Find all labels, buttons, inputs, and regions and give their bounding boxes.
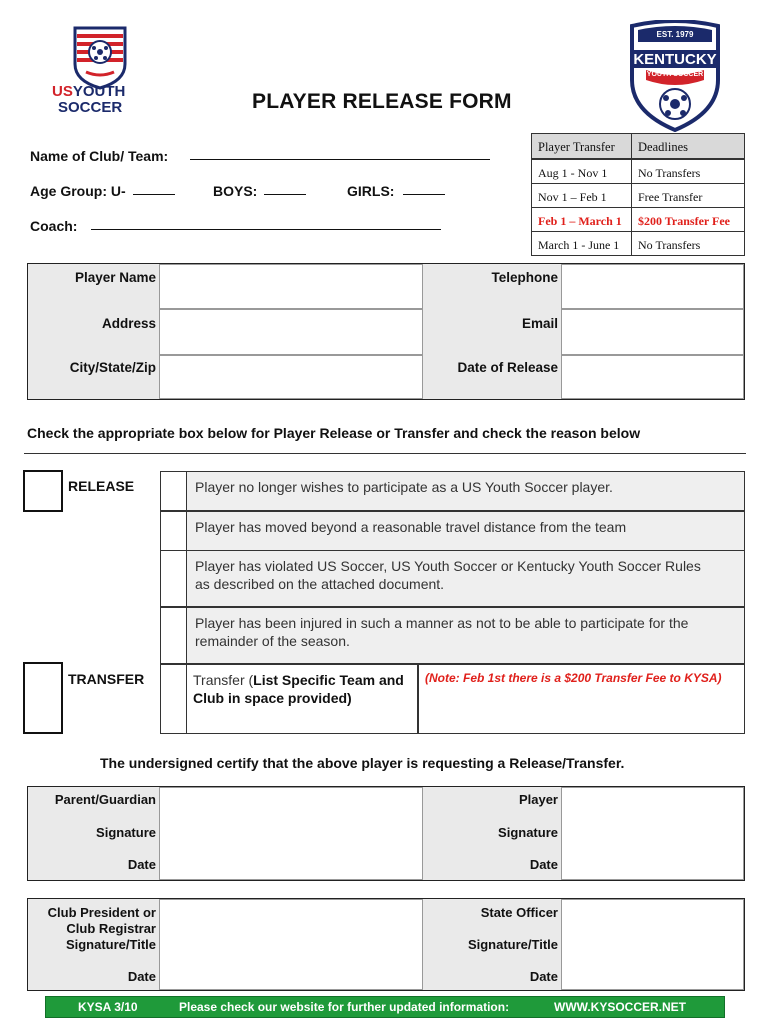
deadline-row-rule: No Transfers bbox=[631, 159, 745, 184]
signature-section-club-state bbox=[27, 898, 745, 991]
girls-field[interactable] bbox=[403, 194, 445, 195]
girls-label: GIRLS: bbox=[347, 183, 395, 199]
telephone-label: Telephone bbox=[491, 270, 558, 285]
transfer-label: TRANSFER bbox=[68, 671, 145, 687]
footer-bar bbox=[45, 996, 725, 1018]
footer-form-code: KYSA 3/10 bbox=[78, 1000, 138, 1014]
reason-checkbox[interactable] bbox=[160, 471, 187, 511]
player-signature-field[interactable] bbox=[561, 787, 744, 880]
transfer-text: Transfer ( bbox=[193, 672, 254, 688]
ky-logo-name: KENTUCKY bbox=[633, 51, 717, 68]
deadline-row-rule-highlight: $200 Transfer Fee bbox=[631, 207, 745, 232]
telephone-field[interactable] bbox=[561, 264, 744, 309]
club-president-label bbox=[28, 905, 156, 953]
certify-statement: The undersigned certify that the above player is requesting a Release/Transfer. bbox=[100, 755, 625, 771]
parent-signature-field[interactable] bbox=[159, 787, 423, 880]
reason-checkbox[interactable] bbox=[160, 550, 187, 607]
reason-moved: Player has moved beyond a reasonable travel distance from the team bbox=[186, 511, 745, 551]
usys-logo-youth: YOUTH bbox=[72, 83, 126, 100]
age-group-label: Age Group: U- bbox=[30, 183, 126, 199]
footer-message: Please check our website for further updated information: bbox=[179, 1000, 510, 1014]
state-officer-label: State Officer bbox=[480, 905, 558, 920]
transfer-checkbox[interactable] bbox=[23, 662, 63, 734]
player-name-label: Player Name bbox=[74, 270, 156, 285]
check-instruction: Check the appropriate box below for Player Release or Transfer and check the reason below bbox=[27, 425, 641, 441]
coach-label: Coach: bbox=[30, 218, 78, 234]
footer-website-link[interactable]: WWW.KYSOCCER.NET bbox=[554, 1000, 686, 1014]
boys-label: BOYS: bbox=[213, 183, 258, 199]
age-group-field[interactable] bbox=[133, 194, 175, 195]
reason-checkbox[interactable] bbox=[160, 607, 187, 664]
divider bbox=[24, 453, 746, 454]
parent-signature-label: Signature bbox=[96, 825, 156, 840]
ky-logo-est: EST. 1979 bbox=[656, 30, 694, 39]
state-date-label: Date bbox=[529, 969, 558, 984]
transfer-reason-checkbox[interactable] bbox=[160, 664, 187, 734]
date-of-release-label: Date of Release bbox=[457, 360, 558, 375]
club-date-label: Date bbox=[127, 969, 156, 984]
usys-logo-soccer: SOCCER bbox=[58, 99, 123, 116]
transfer-text-bold: List Specific Team and Club in space provided) bbox=[193, 672, 404, 706]
club-team-label: Name of Club/ Team: bbox=[30, 148, 169, 164]
address-label: Address bbox=[101, 316, 156, 331]
release-checkbox[interactable] bbox=[23, 470, 63, 512]
club-team-field[interactable] bbox=[190, 159, 490, 160]
email-field[interactable] bbox=[561, 309, 744, 355]
deadline-row-rule: No Transfers bbox=[631, 231, 745, 256]
reason-no-longer-wishes: Player no longer wishes to participate as a US Youth Soccer player. bbox=[186, 471, 745, 511]
deadline-row-period-highlight: Feb 1 – March 1 bbox=[531, 207, 632, 232]
email-label: Email bbox=[521, 316, 558, 331]
page-title: PLAYER RELEASE FORM bbox=[252, 90, 512, 113]
transfer-instruction bbox=[186, 664, 418, 734]
city-state-zip-label: City/State/Zip bbox=[69, 360, 156, 375]
address-field[interactable] bbox=[159, 309, 423, 355]
kentucky-youth-soccer-logo bbox=[628, 20, 722, 132]
usys-logo-us: US bbox=[52, 83, 73, 100]
transfer-team-club-field[interactable] bbox=[418, 664, 745, 734]
coach-field[interactable] bbox=[91, 229, 441, 230]
city-state-zip-field[interactable] bbox=[159, 355, 423, 399]
signature-section-parent-player bbox=[27, 786, 745, 881]
deadline-row-period: March 1 - June 1 bbox=[531, 231, 632, 256]
ky-logo-sub: YOUTH SOCCER bbox=[646, 71, 704, 78]
club-president-field[interactable] bbox=[159, 899, 423, 990]
transfer-fee-note: (Note: Feb 1st there is a $200 Transfer Fee to KYSA) bbox=[425, 671, 722, 685]
us-youth-soccer-logo bbox=[50, 26, 150, 118]
state-signature-title-label: Signature/Title bbox=[467, 937, 558, 952]
reason-injured: Player has been injured in such a manner as not to be able to participate for the remainder of the season. bbox=[186, 607, 745, 664]
deadline-row-period: Nov 1 – Feb 1 bbox=[531, 183, 632, 208]
club-signature-title-line: Signature/Title bbox=[65, 937, 156, 952]
release-label: RELEASE bbox=[68, 478, 135, 494]
club-registrar-line: Club Registrar bbox=[66, 921, 156, 936]
reason-violated-rules: Player has violated US Soccer, US Youth Soccer or Kentucky Youth Soccer Rules as described on the attached document. bbox=[186, 550, 745, 607]
parent-date-label: Date bbox=[127, 857, 156, 872]
player-date-label: Date bbox=[529, 857, 558, 872]
deadlines-header-period: Player Transfer bbox=[531, 133, 632, 159]
club-president-line: Club President or bbox=[47, 905, 156, 920]
boys-field[interactable] bbox=[264, 194, 306, 195]
deadline-row-period: Aug 1 - Nov 1 bbox=[531, 159, 632, 184]
state-officer-field[interactable] bbox=[561, 899, 744, 990]
reason-checkbox[interactable] bbox=[160, 511, 187, 551]
deadline-row-rule: Free Transfer bbox=[631, 183, 745, 208]
parent-guardian-label: Parent/Guardian bbox=[54, 792, 156, 807]
player-signature-label: Signature bbox=[498, 825, 558, 840]
player-label: Player bbox=[518, 792, 558, 807]
player-info-section bbox=[27, 263, 745, 400]
player-name-field[interactable] bbox=[159, 264, 423, 309]
deadlines-header-rule: Deadlines bbox=[631, 133, 745, 159]
date-of-release-field[interactable] bbox=[561, 355, 744, 399]
